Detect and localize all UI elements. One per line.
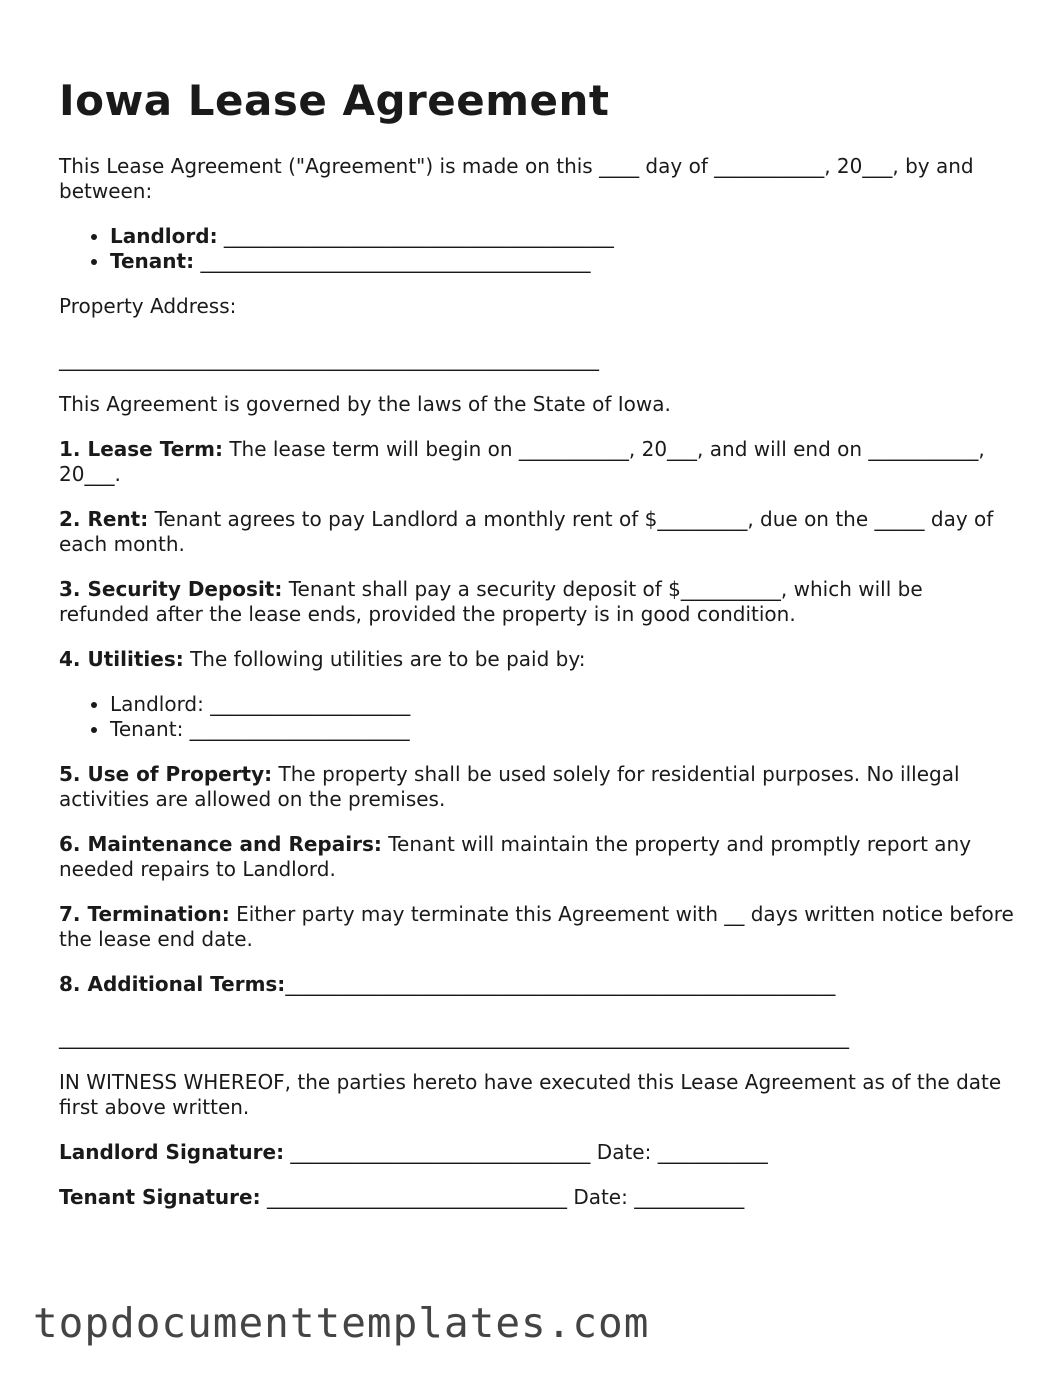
section-lease-term bbox=[59, 437, 1019, 487]
property-address-label: Property Address: bbox=[59, 294, 237, 318]
page-title: Iowa Lease Agreement bbox=[59, 76, 610, 125]
section-maintenance bbox=[59, 832, 1019, 882]
section-text: The following utilities are to be paid by: bbox=[183, 647, 586, 671]
signature-blank: ______________________________ bbox=[260, 1185, 574, 1209]
section-additional-terms bbox=[59, 972, 1019, 997]
section-text: The property shall be used solely for residential purposes. No illegal activities are allowed on the premises. bbox=[59, 762, 960, 811]
intro-paragraph: This Lease Agreement ("Agreement") is made on this ____ day of ___________, 20___, by and between: bbox=[59, 154, 974, 203]
section-rent bbox=[59, 507, 1019, 557]
section-label: 6. Maintenance and Repairs: bbox=[59, 832, 382, 856]
section-text: _______________________________________________________ bbox=[285, 972, 836, 996]
additional-terms-blank: _______________________________________________________________________________ bbox=[59, 1025, 849, 1049]
parties-list bbox=[59, 224, 1019, 274]
property-address-blank: ______________________________________________________ bbox=[59, 347, 599, 371]
section-text: Tenant shall pay a security deposit of $__________, which will be refunded after the lease ends, provided the property is in good condition. bbox=[59, 577, 923, 626]
governing-law: This Agreement is governed by the laws of the State of Iowa. bbox=[59, 392, 671, 416]
witness-paragraph: IN WITNESS WHEREOF, the parties hereto have executed this Lease Agreement as of the date first above written. bbox=[59, 1070, 1002, 1119]
section-label: 8. Additional Terms: bbox=[59, 972, 286, 996]
party-label: Landlord: bbox=[110, 224, 218, 248]
section-label: 4. Utilities: bbox=[59, 647, 184, 671]
section-label: 2. Rent: bbox=[59, 507, 149, 531]
section-security-deposit bbox=[59, 577, 1019, 627]
list-item: • Tenant: ______________________ bbox=[110, 717, 1019, 742]
signature-blank: ______________________________ bbox=[284, 1140, 597, 1164]
watermark: topdocumenttemplates.com bbox=[33, 1299, 650, 1347]
section-text: Tenant agrees to pay Landlord a monthly rent of $_________, due on the _____ day of each month. bbox=[59, 507, 994, 556]
section-text: Tenant will maintain the property and promptly report any needed repairs to Landlord. bbox=[59, 832, 972, 881]
section-label: 5. Use of Property: bbox=[59, 762, 273, 786]
party-blank: _______________________________________ bbox=[217, 224, 614, 248]
signature-date: Date: ___________ bbox=[596, 1140, 768, 1164]
party-label: Tenant: bbox=[110, 249, 195, 273]
section-label: 7. Termination: bbox=[59, 902, 230, 926]
section-label: 3. Security Deposit: bbox=[59, 577, 283, 601]
landlord-signature-line bbox=[59, 1140, 1019, 1165]
list-item bbox=[110, 249, 1019, 274]
section-utilities bbox=[59, 647, 1019, 672]
document-page bbox=[59, 76, 1019, 1230]
list-item bbox=[110, 224, 1019, 249]
signature-label: Tenant Signature: bbox=[59, 1185, 261, 1209]
section-termination bbox=[59, 902, 1019, 952]
section-use-of-property bbox=[59, 762, 1019, 812]
party-blank: _______________________________________ bbox=[194, 249, 591, 273]
signature-date: Date: ___________ bbox=[573, 1185, 745, 1209]
utilities-list bbox=[59, 692, 1019, 742]
signature-label: Landlord Signature: bbox=[59, 1140, 285, 1164]
section-label: 1. Lease Term: bbox=[59, 437, 223, 461]
list-item: • Landlord: ____________________ bbox=[110, 692, 1019, 717]
tenant-signature-line bbox=[59, 1185, 1019, 1210]
section-text: The lease term will begin on ___________, 20___, and will end on ___________, 20___. bbox=[59, 437, 985, 486]
section-text: Either party may terminate this Agreement with __ days written notice before the lease end date. bbox=[59, 902, 1014, 951]
